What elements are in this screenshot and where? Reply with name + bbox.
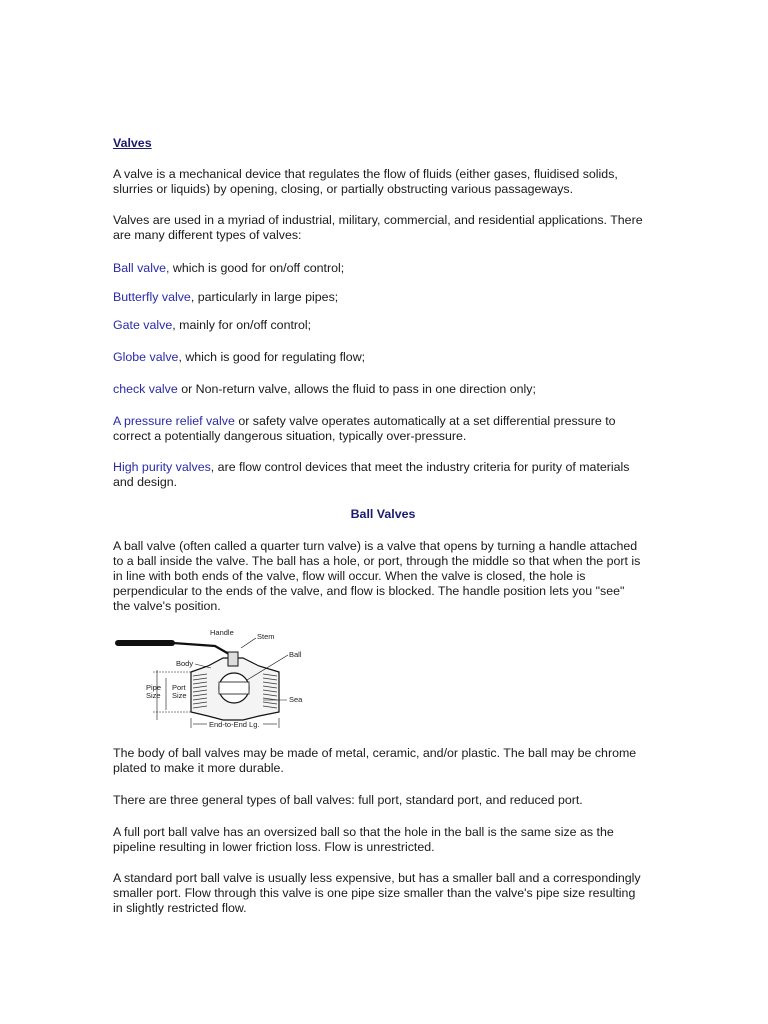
- valve-type-item: [113, 350, 643, 365]
- label-pipe-size-2: Size: [146, 691, 161, 700]
- uses-paragraph: Valves are used in a myriad of industrial, military, commercial, and residential applications. There are many different types of valves:: [113, 213, 643, 242]
- label-body: Body: [176, 659, 194, 668]
- body-material-paragraph: The body of ball valves may be made of metal, ceramic, and/or plastic. The ball may be chrome plated to make it more durable.: [113, 746, 637, 775]
- label-ball: Ball: [289, 650, 302, 659]
- label-port-size-2: Size: [172, 691, 187, 700]
- gate-valve-link[interactable]: Gate valve: [113, 318, 173, 332]
- valve-type-desc: , particularly in large pipes;: [190, 290, 339, 304]
- stem: [228, 652, 238, 666]
- pressure-relief-valve-link[interactable]: A pressure relief valve: [113, 414, 235, 428]
- valve-type-desc: which is good for on/off control;: [169, 261, 345, 275]
- valve-type-desc: , are flow control devices that meet the industry criteria for purity of materials and design.: [113, 460, 630, 489]
- label-handle: Handle: [210, 628, 234, 637]
- standard-port-paragraph: A standard port ball valve is usually less expensive, but has a smaller ball and a correspondingly smaller port. Flow through this valve is one pipe size smaller than the valve's pipe size resulting in slightly restricted flow.: [113, 871, 641, 915]
- handle-grip: [115, 640, 175, 646]
- check-valve-link[interactable]: check valve: [113, 382, 178, 396]
- valve-type-desc: , which is good for regulating flow;: [178, 350, 366, 364]
- valve-type-item: [113, 460, 643, 490]
- label-pipe-size-1: Pipe: [146, 683, 162, 692]
- valve-type-desc: or safety valve operates automatically at a set differential pressure to correct a potentially dangerous situation, typically over-pressure.: [113, 414, 616, 443]
- ball-port: [219, 682, 249, 694]
- valve-type-item: [113, 261, 643, 276]
- ball-valve-intro-paragraph: A ball valve (often called a quarter turn valve) is a valve that opens by turning a handle attached to a ball inside the valve. The ball has a hole, or port, through the middle so that when the port is in line with both ends of the valve, flow will occur. When the valve is closed, the hole is perpendicular to the ends of the valve, and flow is blocked. The handle position lets you "see" the valve's position.: [113, 539, 641, 613]
- handle-arm: [173, 643, 229, 654]
- types-paragraph: There are three general types of ball valves: full port, standard port, and reduced port.: [113, 793, 583, 807]
- globe-valve-link[interactable]: Globe valve: [113, 350, 179, 364]
- label-port-size-1: Port: [172, 683, 186, 692]
- high-purity-valves-link[interactable]: High purity valves: [113, 460, 211, 474]
- label-seat: Sea: [289, 695, 303, 704]
- valve-type-desc: or Non-return valve, allows the fluid to pass in one direction only;: [177, 382, 536, 396]
- valve-type-item: [113, 382, 643, 397]
- label-stem: Stem: [257, 632, 275, 641]
- valve-type-item: [113, 290, 643, 305]
- full-port-paragraph: A full port ball valve has an oversized ball so that the hole in the ball is the same size as the pipeline resulting in lower friction loss. Flow is unrestricted.: [113, 825, 614, 854]
- intro-paragraph: A valve is a mechanical device that regulates the flow of fluids (either gases, fluidised solids, slurries or liquids) by opening, closing, or partially obstructing various passageways.: [113, 167, 618, 196]
- section-title-ball-valves: Ball Valves: [350, 507, 416, 521]
- valve-type-item: [113, 414, 643, 444]
- butterfly-valve-link[interactable]: Butterfly valve: [113, 290, 191, 304]
- section-title-valves: Valves: [113, 136, 152, 150]
- ball-valve-link[interactable]: Ball valve,: [113, 261, 170, 275]
- valve-type-desc: , mainly for on/off control;: [172, 318, 312, 332]
- label-end-to-end: End-to-End Lg.: [209, 720, 260, 729]
- valve-type-item: [113, 318, 643, 333]
- ball-valve-diagram: [113, 624, 313, 732]
